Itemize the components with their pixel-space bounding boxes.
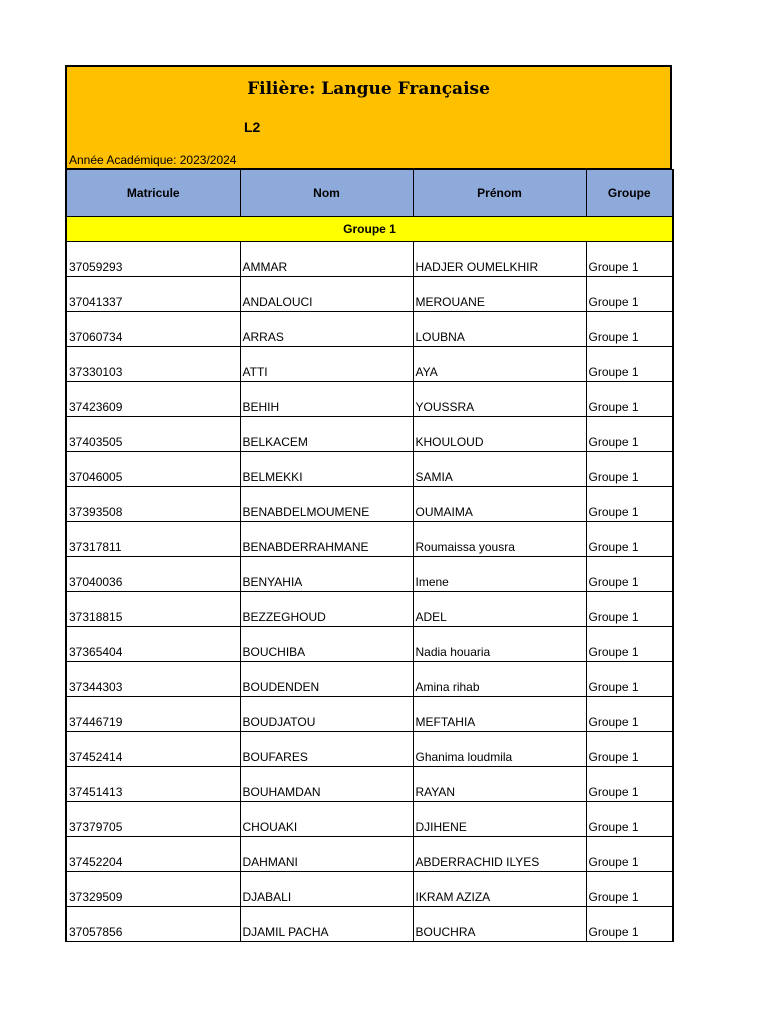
cell-nom: BOUFARES xyxy=(240,732,413,767)
cell-groupe: Groupe 1 xyxy=(586,837,673,872)
cell-nom: BEHIH xyxy=(240,382,413,417)
cell-prenom: Imene xyxy=(413,557,586,592)
table-row xyxy=(66,732,673,767)
cell-prenom: KHOULOUD xyxy=(413,417,586,452)
cell-prenom: ABDERRACHID ILYES xyxy=(413,837,586,872)
cell-groupe: Groupe 1 xyxy=(586,802,673,837)
level-label: L2 xyxy=(244,119,261,135)
cell-nom: ARRAS xyxy=(240,312,413,347)
table-row xyxy=(66,627,673,662)
table-row xyxy=(66,662,673,697)
cell-groupe: Groupe 1 xyxy=(586,347,673,382)
cell-matricule: 37379705 xyxy=(66,802,240,837)
cell-matricule: 37318815 xyxy=(66,592,240,627)
cell-nom: BOUCHIBA xyxy=(240,627,413,662)
cell-matricule: 37452204 xyxy=(66,837,240,872)
cell-nom: DJAMIL PACHA xyxy=(240,907,413,942)
group-section-label: Groupe 1 xyxy=(66,217,673,242)
cell-nom: BOUDJATOU xyxy=(240,697,413,732)
cell-prenom: Nadia houaria xyxy=(413,627,586,662)
cell-groupe: Groupe 1 xyxy=(586,907,673,942)
table-header-row xyxy=(66,170,673,217)
cell-nom: BOUDENDEN xyxy=(240,662,413,697)
table-row xyxy=(66,417,673,452)
sheet-header xyxy=(65,65,672,169)
cell-matricule: 37059293 xyxy=(66,242,240,277)
cell-groupe: Groupe 1 xyxy=(586,872,673,907)
table-row xyxy=(66,872,673,907)
table-row xyxy=(66,487,673,522)
cell-nom: BELMEKKI xyxy=(240,452,413,487)
cell-groupe: Groupe 1 xyxy=(586,557,673,592)
cell-prenom: IKRAM AZIZA xyxy=(413,872,586,907)
cell-groupe: Groupe 1 xyxy=(586,277,673,312)
table-row xyxy=(66,592,673,627)
cell-groupe: Groupe 1 xyxy=(586,732,673,767)
table-row xyxy=(66,522,673,557)
cell-nom: BENABDERRAHMANE xyxy=(240,522,413,557)
column-header-prenom: Prénom xyxy=(413,170,586,217)
cell-groupe: Groupe 1 xyxy=(586,417,673,452)
cell-matricule: 37330103 xyxy=(66,347,240,382)
cell-matricule: 37057856 xyxy=(66,907,240,942)
cell-prenom: DJIHENE xyxy=(413,802,586,837)
cell-groupe: Groupe 1 xyxy=(586,242,673,277)
table-row xyxy=(66,907,673,942)
cell-prenom: Roumaissa yousra xyxy=(413,522,586,557)
cell-matricule: 37041337 xyxy=(66,277,240,312)
cell-prenom: HADJER OUMELKHIR xyxy=(413,242,586,277)
cell-groupe: Groupe 1 xyxy=(586,662,673,697)
cell-prenom: BOUCHRA xyxy=(413,907,586,942)
cell-nom: BENYAHIA xyxy=(240,557,413,592)
cell-matricule: 37403505 xyxy=(66,417,240,452)
table-row xyxy=(66,452,673,487)
table-row xyxy=(66,277,673,312)
student-list-sheet xyxy=(65,65,672,942)
cell-prenom: AYA xyxy=(413,347,586,382)
column-header-groupe: Groupe xyxy=(586,170,673,217)
group-section-row xyxy=(66,217,673,242)
cell-groupe: Groupe 1 xyxy=(586,522,673,557)
column-header-matricule: Matricule xyxy=(66,170,240,217)
students-table xyxy=(65,169,674,942)
cell-groupe: Groupe 1 xyxy=(586,627,673,662)
table-row xyxy=(66,697,673,732)
cell-groupe: Groupe 1 xyxy=(586,592,673,627)
cell-matricule: 37365404 xyxy=(66,627,240,662)
cell-prenom: LOUBNA xyxy=(413,312,586,347)
cell-prenom: SAMIA xyxy=(413,452,586,487)
cell-prenom: YOUSSRA xyxy=(413,382,586,417)
cell-nom: CHOUAKI xyxy=(240,802,413,837)
cell-prenom: MEFTAHIA xyxy=(413,697,586,732)
cell-prenom: RAYAN xyxy=(413,767,586,802)
cell-matricule: 37393508 xyxy=(66,487,240,522)
cell-groupe: Groupe 1 xyxy=(586,487,673,522)
cell-matricule: 37452414 xyxy=(66,732,240,767)
cell-matricule: 37451413 xyxy=(66,767,240,802)
cell-groupe: Groupe 1 xyxy=(586,697,673,732)
table-row xyxy=(66,347,673,382)
table-row xyxy=(66,837,673,872)
table-row xyxy=(66,382,673,417)
cell-prenom: Amina rihab xyxy=(413,662,586,697)
cell-matricule: 37446719 xyxy=(66,697,240,732)
cell-groupe: Groupe 1 xyxy=(586,382,673,417)
cell-matricule: 37046005 xyxy=(66,452,240,487)
cell-nom: DJABALI xyxy=(240,872,413,907)
cell-nom: BOUHAMDAN xyxy=(240,767,413,802)
page-title: Filière: Langue Française xyxy=(247,79,490,99)
cell-prenom: ADEL xyxy=(413,592,586,627)
column-header-nom: Nom xyxy=(240,170,413,217)
cell-groupe: Groupe 1 xyxy=(586,312,673,347)
cell-nom: BENABDELMOUMENE xyxy=(240,487,413,522)
cell-nom: BELKACEM xyxy=(240,417,413,452)
cell-nom: AMMAR xyxy=(240,242,413,277)
cell-groupe: Groupe 1 xyxy=(586,767,673,802)
cell-groupe: Groupe 1 xyxy=(586,452,673,487)
cell-nom: ANDALOUCI xyxy=(240,277,413,312)
table-row xyxy=(66,767,673,802)
cell-prenom: OUMAIMA xyxy=(413,487,586,522)
cell-nom: ATTI xyxy=(240,347,413,382)
cell-matricule: 37423609 xyxy=(66,382,240,417)
cell-prenom: MEROUANE xyxy=(413,277,586,312)
table-row xyxy=(66,557,673,592)
cell-matricule: 37060734 xyxy=(66,312,240,347)
cell-matricule: 37344303 xyxy=(66,662,240,697)
cell-nom: DAHMANI xyxy=(240,837,413,872)
table-row xyxy=(66,242,673,277)
table-row xyxy=(66,802,673,837)
cell-matricule: 37329509 xyxy=(66,872,240,907)
cell-prenom: Ghanima loudmila xyxy=(413,732,586,767)
cell-nom: BEZZEGHOUD xyxy=(240,592,413,627)
cell-matricule: 37040036 xyxy=(66,557,240,592)
cell-matricule: 37317811 xyxy=(66,522,240,557)
table-row xyxy=(66,312,673,347)
academic-year-label: Année Académique: 2023/2024 xyxy=(69,153,237,167)
